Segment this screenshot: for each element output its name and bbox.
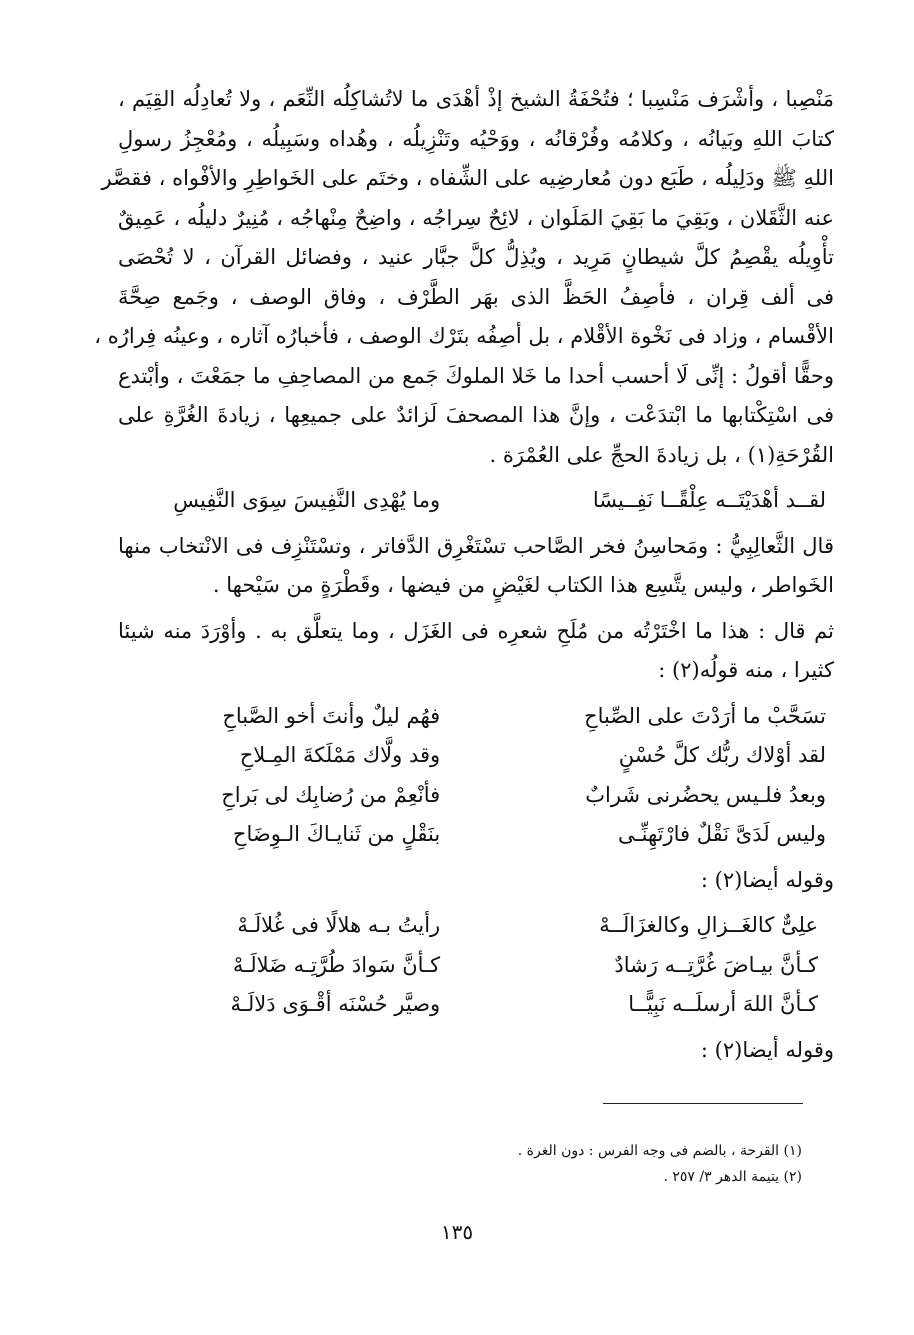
text-line: قال الثَّعالِبِيُّ : ومَحاسِنُ فخر الصَّاحب تسْتَغْرِق الدَّفاتر ، وتسْتَنْزِف فى الانْتخاب منها [118,533,834,558]
verse-first-hemistich: لقد أوْلاك ربُّك كلَّ حُسْنٍ [618,743,826,767]
verse-row [118,697,834,737]
poem-3-intro: وقوله أيضا(٢) : [700,1037,834,1062]
verse-1 [118,481,834,521]
verse-second-hemistich: فهُم ليلٌ وأنتَ أخو الصَّباحِ [222,703,441,728]
verse-second-hemistich: وصيَّر حُسْنَه أقْـوَى دَلالَـهْ [230,992,441,1016]
text-line: فى ألف قِران ، فأصِفُ الحَظَّ الذى بهَر الطَّرْف ، وفاق الوصف ، وجَمع صِحَّةَ [118,284,834,309]
paragraph-3 [118,612,834,691]
footnote: (١) القرحة ، بالضم فى وجه الفرس : دون الغرة . [517,1143,802,1159]
poem-2-intro: وقوله أيضا(٢) : [700,867,834,892]
paragraph-2 [118,527,834,606]
text-line: ثم قال : هذا ما اخْتَرْتُه من مُلَحِ شعرِه فى الغَزَل ، وما يتعلَّق به . وأوْرَدَ منه شيئا [118,618,834,643]
paragraph-1 [94,80,834,475]
text-line: كثيرا ، منه قولُه(٢) : [658,658,834,682]
verse-row [118,776,834,816]
verse-second-hemistich: بنَقْلٍ من ثَنايـاكَ الـوِضَاحِ [232,822,441,846]
verse-row [118,815,834,855]
verse-first-hemistich: كـأنَّ اللهَ أرسلَــه نَبِيًّــا [628,992,818,1016]
poem-1 [118,697,834,855]
verse-first-hemistich: كـأنَّ بيـاضَ غُرَّتِــه رَشادٌ [614,952,818,977]
verse-row [118,985,834,1025]
text-line: اللهِ ﷺ ودَلِيلُه ، طَبَع دون مُعارضِيه على الشِّفاه ، وختَم على الخَواطِرِ والأفْواه ، فقصَّر [101,166,834,190]
text-line: مَنْصِبا ، وأشْرَف مَنْسِبا ؛ فتُحْفَةُ الشيخ إذْ أهْدَى ما لاتُشاكِلُه النِّعَم ، ولا تُعادِلُه القِيَم ، [118,87,834,111]
verse-second-hemistich: كـأنَّ سَوادَ طُرَّتِـه ضَلالَـهْ [232,952,441,977]
verse-first-hemistich: تسَحَّبْ ما أرَدْتَ على الصِّباحِ [584,703,826,728]
verse-second-hemistich: وقد ولَّاك مَمْلَكةَ المِـلاحِ [239,743,441,767]
text-line: عنه الثَّقَلان ، وبَقِيَ ما بَقِيَ المَلَوان ، لائِحٌ سِراجُه ، واضِحٌ مِنْهاجُه ، مُنِيرٌ دليلُه ، عَمِيقٌ [118,205,834,230]
page-number: ١٣٥ [440,1220,474,1244]
verse-second-hemistich: وما يُهْدِى النَّفِيسَ سِوَى النَّفِيسِ [173,488,441,512]
verse-row [118,736,834,776]
text-line: فى اسْتِكْتابها ما ابْتدَعْت ، وإنَّ هذا المصحفَ لَزائدٌ على جميعِها ، زيادةَ الغُرَّةِ على [118,403,834,427]
footnote-divider [603,1103,803,1104]
verse-second-hemistich: رأيتُ بـه هلالًا فى غُلالَـهْ [237,913,441,937]
poem-2 [118,906,834,1025]
text-line: وحقًّا أقولُ : إنِّى لَا أحسب أحدا ما خَلا الملوكَ جَمع من المصاحِفِ ما جمَعْتَ ، وأبْتدع [118,363,834,388]
verse-row [118,906,834,946]
verse-second-hemistich: فأنْعِمْ من رُضابِك لى بَراحِ [221,782,441,807]
verse-row [118,946,834,986]
text-line: القُرْحَةِ(١) ، بل زيادةَ الحجِّ على العُمْرَة . [489,442,834,467]
text-line: الأقْسام ، وزاد فى نَخْوة الأقْلام ، بل أصِفُه بتَرْك الوصف ، فأخبارُه آثاره ، وعينُه فِرارُه ، [94,324,834,348]
footnote: (٢) يتيمة الدهر ٣/ ٢٥٧ . [663,1169,802,1185]
verse-row [118,481,834,521]
verse-first-hemistich: وليس لَدَىَّ نَقْلٌ فارْتَهِنِّـى [617,822,826,846]
verse-first-hemistich: وبعدُ فلـيس يحضُرنى شَرابٌ [585,782,826,807]
text-line: تأْوِيلُه يقْصِمُ كلَّ شيطانٍ مَرِيد ، ويُذِلُّ كلَّ جبَّار عنيد ، وفضائل القرآن ، لا تُحْصَى [118,245,834,269]
text-line: كتابَ اللهِ وبَيانُه ، وكلامُه وفُرْقانُه ، ووَحْيُه وتَنْزِيلُه ، وهُداه وسَبِيلُه ، ومُعْجِزُ رسولِ [118,126,834,151]
text-line: الخَواطر ، وليس يتَّسِع هذا الكتاب لغَيْضٍ من فيضها ، وقَطْرَةٍ من سَيْحها . [212,573,834,597]
verse-first-hemistich: لقــد أهْدَيْتَــه عِلْقًــا نَفِــيسًا [592,488,826,512]
verse-first-hemistich: علِىٌّ كالغَــزالِ وكالغزَالَــهْ [599,913,818,937]
main-text [94,80,834,1070]
footnotes [518,1138,802,1190]
